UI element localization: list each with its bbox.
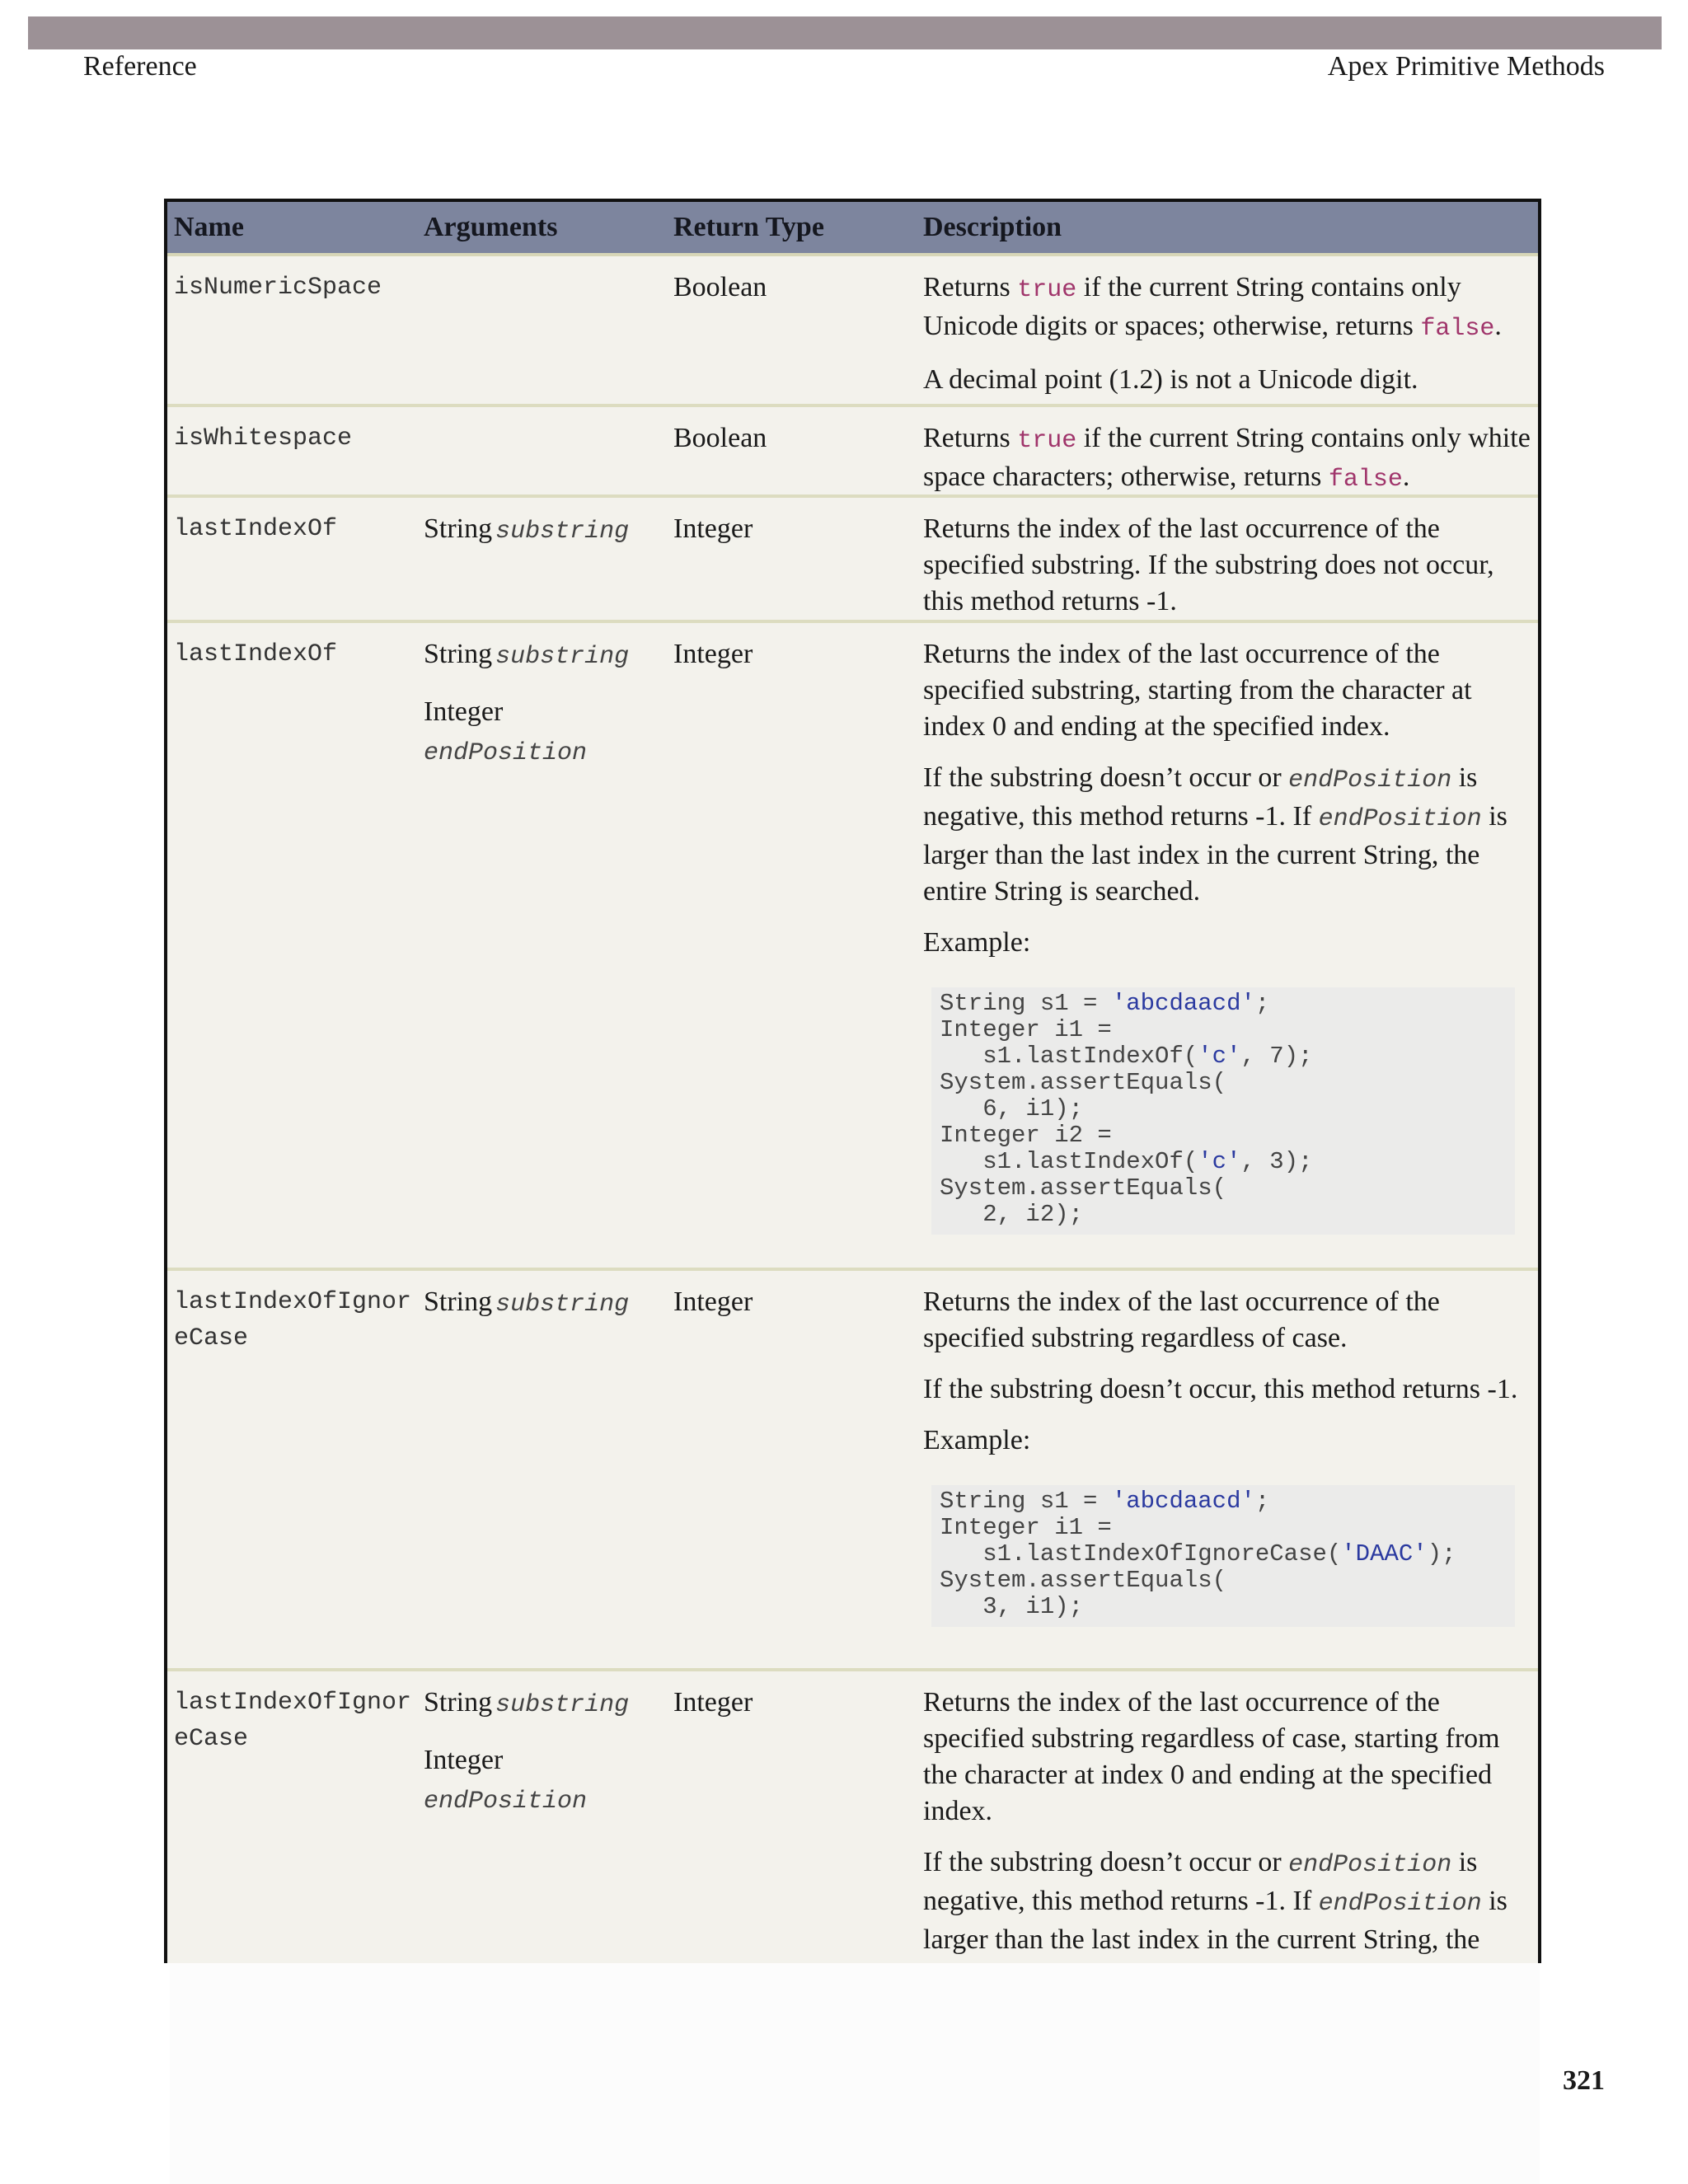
code-line: String s1 = 'abcdaacd'; — [940, 990, 1270, 1017]
inline-code: endPosition — [1318, 1890, 1482, 1918]
code-line: s1.lastIndexOfIgnoreCase('DAAC'); — [940, 1540, 1456, 1568]
code-line: s1.lastIndexOf('c', 7); — [940, 1043, 1313, 1070]
argument-name: substring — [495, 1691, 630, 1719]
argument-type: String — [424, 1687, 493, 1718]
table-row — [167, 623, 1538, 1271]
argument — [424, 511, 667, 552]
page-number: 321 — [1563, 2065, 1605, 2096]
return-type-cell — [667, 407, 917, 494]
description-paragraph: Returns true if the current String contains only Unicode digits or spaces; otherwise, returns false. — [923, 272, 1502, 343]
method-name: lastIndexOf — [174, 515, 338, 543]
return-type: Integer — [673, 639, 753, 669]
return-type-cell — [667, 498, 917, 620]
code-example — [931, 1485, 1515, 1627]
code-line: System.assertEquals( — [940, 1069, 1227, 1096]
argument-name: endPosition — [424, 739, 588, 767]
code-line: 6, i1); — [940, 1095, 1084, 1122]
argument-name: substring — [495, 1291, 630, 1319]
code-line: System.assertEquals( — [940, 1174, 1227, 1202]
argument-type: Integer — [424, 1745, 504, 1775]
example-label: Example: — [923, 1425, 1031, 1455]
argument-type: Integer — [424, 696, 504, 727]
column-header-arguments: Arguments — [424, 212, 558, 242]
inline-code: endPosition — [1318, 805, 1482, 833]
method-name-cell — [167, 407, 417, 494]
arguments-cell — [417, 256, 667, 404]
code-line: Integer i1 = — [940, 1514, 1112, 1541]
column-header-description: Description — [923, 212, 1062, 242]
description-paragraph: If the substring doesn’t occur or endPosition is negative, this method returns -1. If endPosition is larger than the last index in the current String, the — [923, 1847, 1507, 1955]
return-type: Integer — [673, 1687, 753, 1718]
return-type: Integer — [673, 1286, 753, 1317]
argument-name: substring — [495, 643, 630, 671]
description-paragraph: Returns true if the current String contains only white space characters; otherwise, returns false. — [923, 423, 1531, 494]
method-name: isWhitespace — [174, 424, 353, 452]
keyword-true: true — [1017, 427, 1077, 455]
table-row — [167, 1271, 1538, 1671]
return-type-cell — [667, 1671, 917, 1968]
description-paragraph: If the substring doesn’t occur or endPosition is negative, this method returns -1. If endPosition is larger than the last index in the current String, the entire String is searched. — [923, 762, 1507, 907]
method-name: lastIndexOfIgnoreCase — [174, 1689, 412, 1753]
method-name-cell — [167, 1271, 417, 1668]
method-name: lastIndexOfIgnoreCase — [174, 1288, 412, 1352]
method-name-cell — [167, 1671, 417, 1968]
code-line: 2, i2); — [940, 1201, 1084, 1228]
argument — [424, 1742, 667, 1822]
arguments-cell — [417, 498, 667, 620]
column-header-name: Name — [174, 212, 244, 242]
code-example — [931, 987, 1515, 1235]
code-line: System.assertEquals( — [940, 1567, 1227, 1594]
description-cell — [917, 498, 1538, 620]
example-label: Example: — [923, 927, 1031, 958]
code-line: 3, i1); — [940, 1593, 1084, 1620]
table-row — [167, 407, 1538, 498]
keyword-true: true — [1017, 276, 1077, 304]
method-name-cell — [167, 623, 417, 1268]
page-bottom-area — [170, 1963, 1540, 2184]
table-header-row — [167, 202, 1538, 256]
method-name-cell — [167, 256, 417, 404]
arguments-cell — [417, 407, 667, 494]
description-paragraph: If the substring doesn’t occur, this method returns -1. — [923, 1374, 1518, 1404]
table-row — [167, 498, 1538, 623]
arguments-cell — [417, 623, 667, 1268]
return-type-cell — [667, 1271, 917, 1668]
inline-code: endPosition — [1288, 1851, 1452, 1879]
argument — [424, 1685, 667, 1726]
argument-name: endPosition — [424, 1788, 588, 1816]
argument — [424, 694, 667, 774]
code-line: String s1 = 'abcdaacd'; — [940, 1488, 1270, 1515]
keyword-false: false — [1420, 315, 1495, 343]
description-paragraph: Returns the index of the last occurrence of the specified substring regardless of case, starting from the character at index 0 and ending at the specified index. — [923, 1687, 1500, 1826]
method-name-cell — [167, 498, 417, 620]
description-note: A decimal point (1.2) is not a Unicode digit. — [923, 364, 1418, 395]
argument-name: substring — [495, 518, 630, 546]
keyword-false: false — [1328, 466, 1403, 494]
description-cell — [917, 407, 1538, 494]
code-line: Integer i2 = — [940, 1122, 1112, 1149]
return-type-cell — [667, 256, 917, 404]
arguments-cell — [417, 1271, 667, 1668]
description-paragraph: Returns the index of the last occurrence of the specified substring. If the substring does not occur, this method returns -1. — [923, 513, 1494, 616]
header-chapter-title: Apex Primitive Methods — [1327, 51, 1605, 82]
return-type: Integer — [673, 513, 753, 544]
return-type: Boolean — [673, 423, 767, 453]
header-bar — [28, 16, 1662, 49]
argument-type: String — [424, 1286, 493, 1317]
description-cell — [917, 1671, 1538, 1968]
return-type-cell — [667, 623, 917, 1268]
code-line: Integer i1 = — [940, 1016, 1112, 1043]
argument-type: String — [424, 513, 493, 544]
table-row — [167, 1671, 1538, 1968]
inline-code: endPosition — [1288, 766, 1452, 794]
table-row — [167, 256, 1538, 407]
method-name: lastIndexOf — [174, 640, 338, 668]
methods-table — [164, 199, 1541, 1963]
description-paragraph: Returns the index of the last occurrence of the specified substring, starting from the character at index 0 and ending at the specified index. — [923, 639, 1472, 742]
return-type: Boolean — [673, 272, 767, 302]
description-paragraph: Returns the index of the last occurrence of the specified substring regardless of case. — [923, 1286, 1440, 1353]
description-cell — [917, 1271, 1538, 1668]
argument-type: String — [424, 639, 493, 669]
code-line: s1.lastIndexOf('c', 3); — [940, 1148, 1313, 1175]
header-section-title: Reference — [83, 51, 197, 82]
description-cell — [917, 623, 1538, 1268]
method-name: isNumericSpace — [174, 274, 382, 302]
column-header-return-type: Return Type — [673, 212, 824, 242]
argument — [424, 636, 667, 677]
arguments-cell — [417, 1671, 667, 1968]
description-cell — [917, 256, 1538, 404]
argument — [424, 1284, 667, 1325]
